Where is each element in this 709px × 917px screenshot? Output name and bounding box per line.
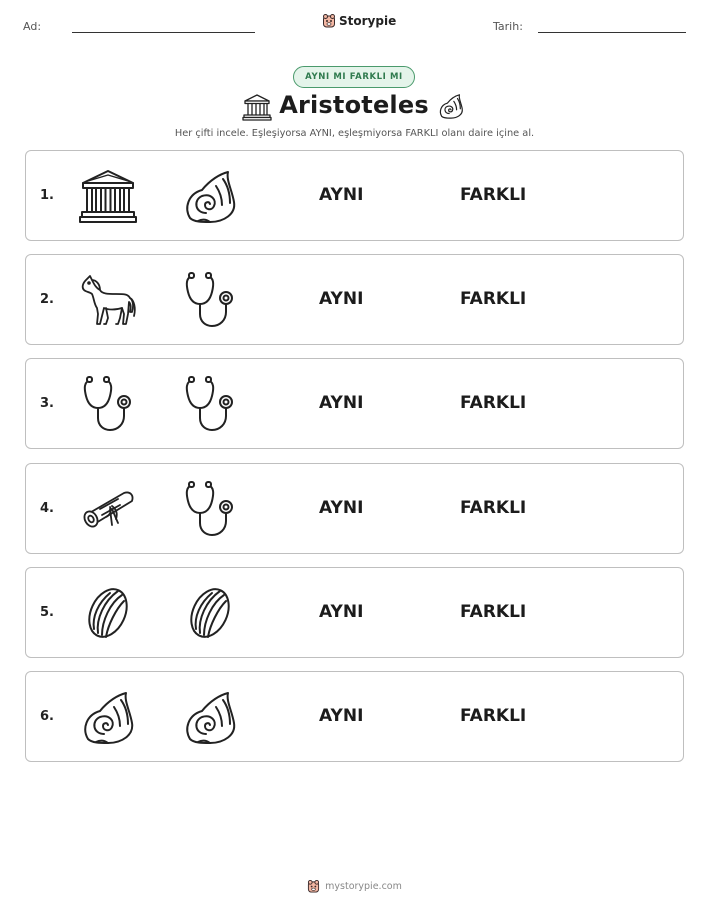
row-number: 4. bbox=[40, 501, 54, 516]
same-option[interactable]: AYNI bbox=[319, 185, 364, 205]
worksheet-title: Aristoteles bbox=[279, 91, 429, 119]
activity-tag: AYNI MI FARKLI MI bbox=[293, 66, 415, 88]
temple-icon bbox=[242, 92, 272, 126]
storypie-logo bbox=[322, 13, 396, 29]
exercise-row bbox=[25, 254, 684, 345]
name-field-line[interactable] bbox=[72, 32, 255, 33]
name-label: Ad: bbox=[23, 20, 42, 33]
same-option[interactable]: AYNI bbox=[319, 602, 364, 622]
row-number: 3. bbox=[40, 396, 54, 411]
exercise-row bbox=[25, 463, 684, 554]
instructions-text: Her çifti incele. Eşleşiyorsa AYNI, eşleşmiyorsa FARKLI olanı daire içine al. bbox=[174, 128, 535, 139]
brand-name: Storypie bbox=[339, 14, 397, 28]
exercise-row bbox=[25, 567, 684, 658]
different-option[interactable]: FARKLI bbox=[460, 289, 527, 309]
snail-shell-icon bbox=[180, 166, 240, 226]
seed-icon bbox=[78, 583, 138, 643]
stethoscope-icon bbox=[180, 479, 240, 539]
different-option[interactable]: FARKLI bbox=[460, 498, 527, 518]
same-option[interactable]: AYNI bbox=[319, 289, 364, 309]
date-label: Tarih: bbox=[493, 20, 523, 33]
title-row bbox=[0, 90, 709, 124]
stethoscope-icon bbox=[180, 270, 240, 330]
different-option[interactable]: FARKLI bbox=[460, 185, 527, 205]
stethoscope-icon bbox=[78, 374, 138, 434]
same-option[interactable]: AYNI bbox=[319, 498, 364, 518]
stethoscope-icon bbox=[180, 374, 240, 434]
row-number: 6. bbox=[40, 709, 54, 724]
exercise-row bbox=[25, 671, 684, 762]
snail-shell-icon bbox=[78, 687, 138, 747]
mascot-icon bbox=[307, 879, 320, 894]
exercise-row bbox=[25, 358, 684, 449]
temple-icon bbox=[78, 166, 138, 226]
mascot-icon bbox=[322, 13, 336, 29]
footer bbox=[0, 879, 709, 894]
footer-site: mystorypie.com bbox=[325, 881, 402, 892]
horse-icon bbox=[78, 270, 138, 330]
worksheet-header bbox=[0, 0, 709, 50]
snail-shell-icon bbox=[180, 687, 240, 747]
different-option[interactable]: FARKLI bbox=[460, 602, 527, 622]
same-option[interactable]: AYNI bbox=[319, 706, 364, 726]
row-number: 5. bbox=[40, 605, 54, 620]
row-number: 2. bbox=[40, 292, 54, 307]
different-option[interactable]: FARKLI bbox=[460, 393, 527, 413]
scroll-icon bbox=[78, 479, 138, 539]
date-field-line[interactable] bbox=[538, 32, 686, 33]
seed-icon bbox=[180, 583, 240, 643]
row-number: 1. bbox=[40, 188, 54, 203]
same-option[interactable]: AYNI bbox=[319, 393, 364, 413]
snail-shell-icon bbox=[437, 91, 465, 125]
different-option[interactable]: FARKLI bbox=[460, 706, 527, 726]
exercise-row bbox=[25, 150, 684, 241]
